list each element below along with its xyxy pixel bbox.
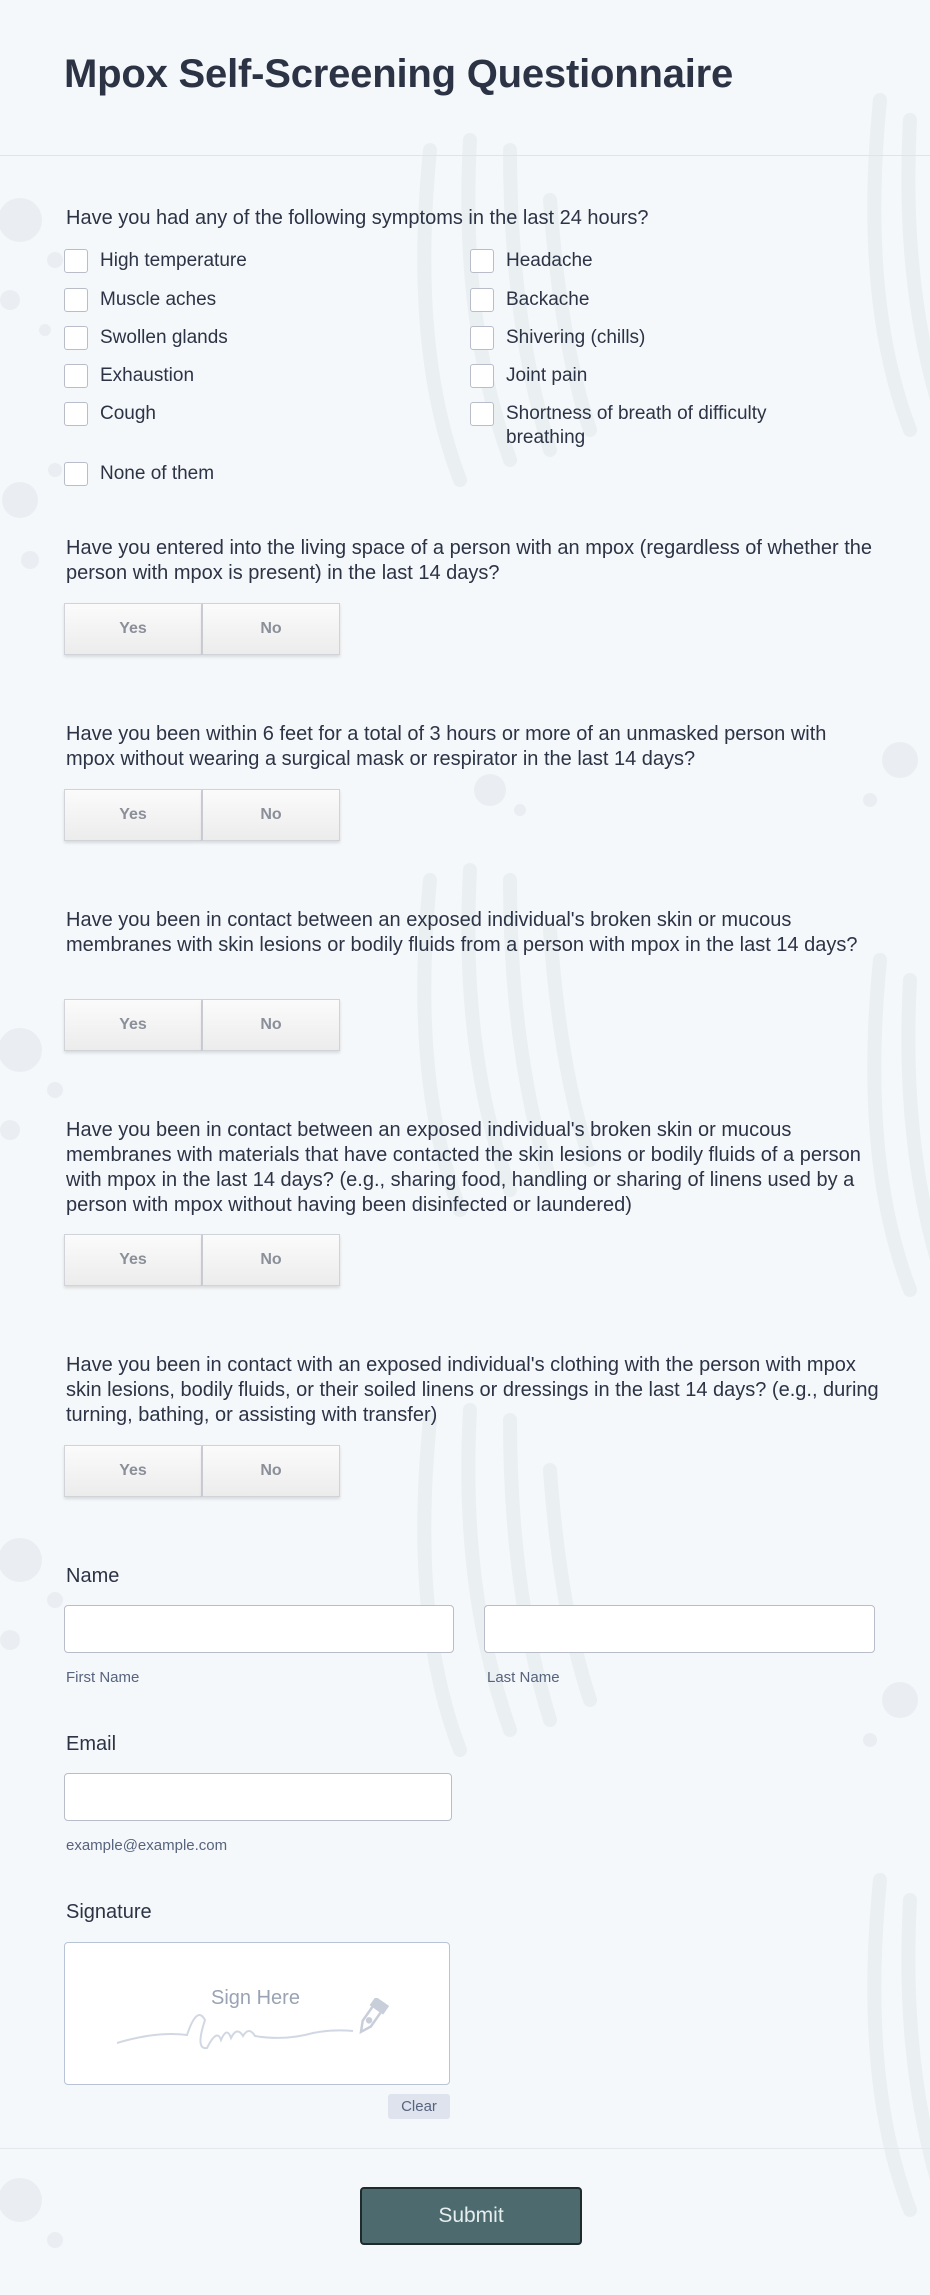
no-button[interactable]: No: [202, 1445, 340, 1497]
no-button[interactable]: No: [202, 603, 340, 655]
no-button[interactable]: No: [202, 1234, 340, 1286]
email-input[interactable]: [64, 1773, 452, 1821]
checkbox-label: Shivering (chills): [506, 327, 646, 348]
footer-divider: [0, 2148, 930, 2149]
email-label: Email: [66, 1733, 117, 1755]
checkbox-box[interactable]: [470, 326, 494, 350]
checkbox-box[interactable]: [470, 402, 494, 426]
question-label: Have you been in contact with an exposed individual's clothing with the person with mpox skin lesions, bodily fluids, or their soiled linens or dressings in the last 14 days? (e.g., during turning, bathing, or assisting with transfer): [66, 1354, 879, 1426]
checkbox-backache[interactable]: [470, 288, 589, 312]
checkbox-box[interactable]: [64, 364, 88, 388]
submit-button[interactable]: Submit: [360, 2187, 582, 2245]
checkbox-label: Cough: [100, 403, 156, 424]
checkbox-label: Muscle aches: [100, 289, 217, 310]
question-label: Have you been in contact between an exposed individual's broken skin or mucous membranes with materials that have contacted the skin lesions or bodily fluids of a person with mpox in the last 14 days? (e.g., sharing food, handling or sharing of linens used by a person with mpox without having been disinfected or laundered): [66, 1119, 861, 1216]
symptoms-question-label: Have you had any of the following symptoms in the last 24 hours?: [66, 207, 649, 229]
question-label: Have you been in contact between an exposed individual's broken skin or mucous membranes with skin lesions or bodily fluids from a person with mpox in the last 14 days?: [66, 909, 858, 956]
yes-button[interactable]: Yes: [64, 999, 202, 1051]
yes-button[interactable]: Yes: [64, 603, 202, 655]
checkbox-box[interactable]: [64, 326, 88, 350]
checkbox-none-of-them[interactable]: [64, 462, 214, 486]
checkbox-box[interactable]: [64, 288, 88, 312]
checkbox-label: Backache: [506, 289, 590, 310]
checkbox-shivering[interactable]: [470, 326, 645, 350]
question-materials-contact: [0, 1118, 930, 1218]
first-name-input[interactable]: [64, 1605, 454, 1653]
checkbox-box[interactable]: [64, 402, 88, 426]
checkbox-label: Swollen glands: [100, 327, 228, 348]
signature-scribble-icon: [115, 1998, 415, 2058]
checkbox-shortness-of-breath[interactable]: [470, 402, 800, 450]
clear-signature-button[interactable]: Clear: [388, 2094, 450, 2119]
checkbox-box[interactable]: [470, 249, 494, 273]
checkbox-swollen-glands[interactable]: [64, 326, 228, 350]
yes-no-group-materials-contact: [64, 1234, 340, 1286]
symptoms-question: [0, 206, 930, 231]
signature-label: Signature: [66, 1901, 152, 1923]
no-button[interactable]: No: [202, 789, 340, 841]
last-name-input[interactable]: [484, 1605, 875, 1653]
question-living-space: [0, 536, 930, 586]
form-title: Mpox Self-Screening Questionnaire: [64, 52, 734, 96]
email-sublabel: example@example.com: [66, 1837, 228, 1854]
checkbox-cough[interactable]: [64, 402, 156, 426]
signature-placeholder: Sign Here: [211, 1987, 300, 2009]
question-clothing-contact: [0, 1353, 930, 1428]
question-skin-contact: [0, 908, 930, 958]
yes-button[interactable]: Yes: [64, 1234, 202, 1286]
checkbox-joint-pain[interactable]: [470, 364, 587, 388]
checkbox-label: Headache: [506, 250, 593, 271]
first-name-sublabel: First Name: [66, 1669, 140, 1686]
checkbox-box[interactable]: [470, 288, 494, 312]
yes-no-group-skin-contact: [64, 999, 340, 1051]
checkbox-label: Joint pain: [506, 365, 588, 386]
checkbox-box[interactable]: [470, 364, 494, 388]
no-button[interactable]: No: [202, 999, 340, 1051]
checkbox-box[interactable]: [64, 249, 88, 273]
checkbox-muscle-aches[interactable]: [64, 288, 216, 312]
question-label: Have you entered into the living space of a person with an mpox (regardless of whether the person with mpox is present) in the last 14 days?: [66, 537, 873, 584]
last-name-sublabel: Last Name: [487, 1669, 560, 1686]
yes-no-group-living-space: [64, 603, 340, 655]
checkbox-high-temperature[interactable]: [64, 249, 247, 273]
checkbox-label: Shortness of breath of difficulty breathing: [506, 403, 767, 448]
yes-button[interactable]: Yes: [64, 789, 202, 841]
question-within-6-feet: [0, 722, 930, 772]
checkbox-label: High temperature: [100, 250, 247, 271]
checkbox-label: Exhaustion: [100, 365, 195, 386]
checkbox-headache[interactable]: [470, 249, 593, 273]
name-label: Name: [66, 1565, 120, 1587]
yes-button[interactable]: Yes: [64, 1445, 202, 1497]
checkbox-box[interactable]: [64, 462, 88, 486]
signature-pad[interactable]: [64, 1942, 450, 2085]
checkbox-label: None of them: [100, 463, 215, 484]
checkbox-exhaustion[interactable]: [64, 364, 194, 388]
yes-no-group-clothing-contact: [64, 1445, 340, 1497]
question-label: Have you been within 6 feet for a total of 3 hours or more of an unmasked person with mpox without wearing a surgical mask or respirator in the last 14 days?: [66, 723, 827, 770]
yes-no-group-within-6-feet: [64, 789, 340, 841]
form-header: [0, 0, 930, 156]
